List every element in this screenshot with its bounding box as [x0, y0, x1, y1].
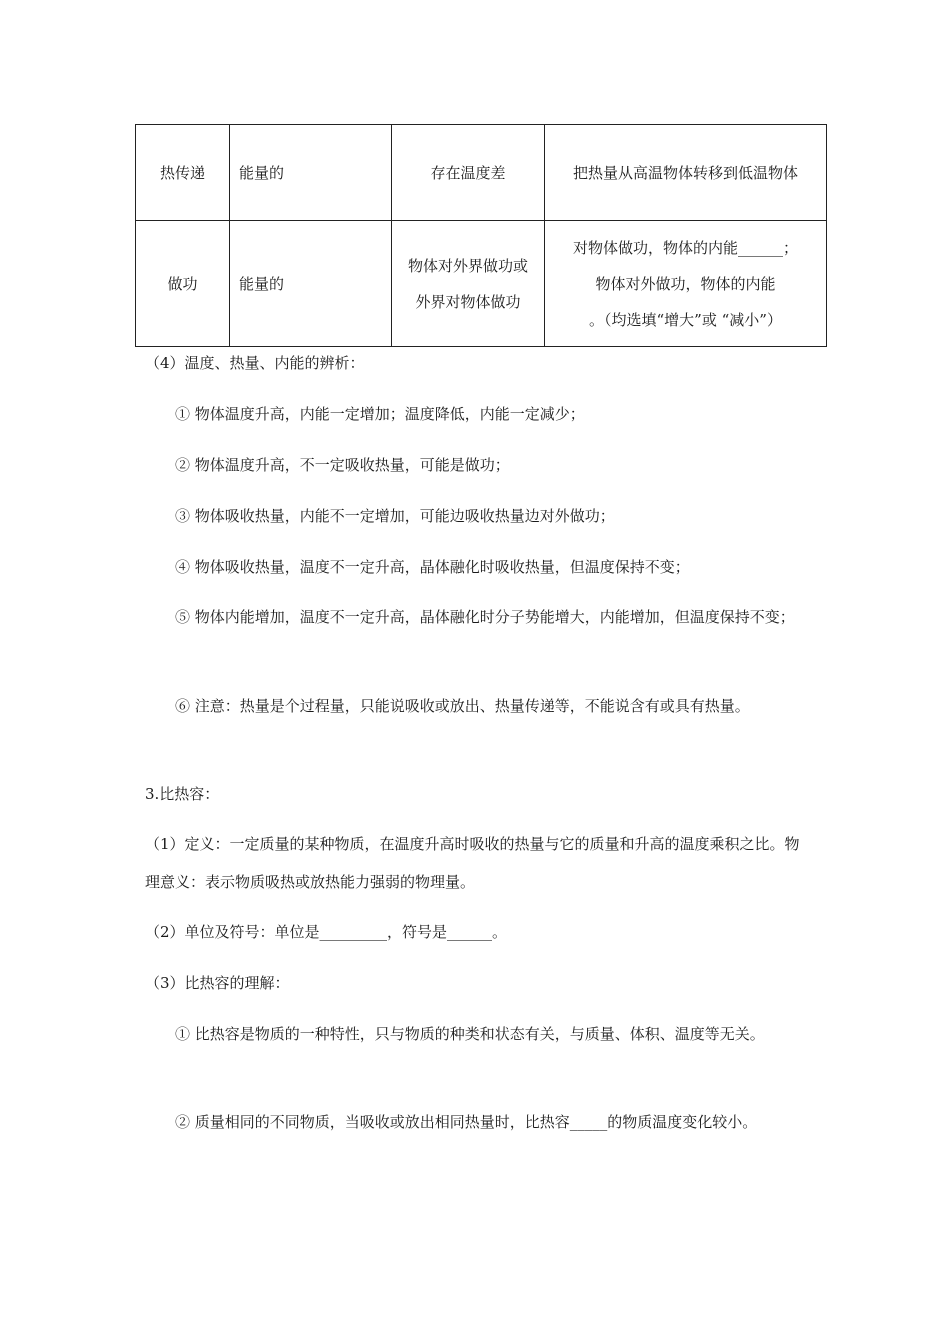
list-item: ① 物体温度升高，内能一定增加；温度降低，内能一定减少；	[175, 405, 585, 423]
list-item: ② 质量相同的不同物质，当吸收或放出相同热量时，比热容_____的物质温度变化较小。	[175, 1113, 758, 1131]
effect-line: 物体对外做功，物体的内能	[595, 274, 776, 293]
list-item: ② 物体温度升高，不一定吸收热量，可能是做功；	[175, 456, 510, 474]
effect-cell	[545, 125, 827, 221]
condition-cell	[392, 221, 545, 347]
list-item: ⑤ 物体内能增加，温度不一定升高，晶体融化时分子势能增大，内能增加，但温度保持不变；	[175, 608, 795, 626]
comparison-table	[135, 124, 827, 347]
effect-line: 对物体做功，物体的内能______；	[572, 238, 798, 257]
effect-line: 。（均选填“增大”或 “减小”）	[589, 310, 782, 329]
section-heading: （3）比热容的理解：	[145, 974, 290, 992]
table-row	[136, 125, 827, 221]
list-item: ⑥ 注意：热量是个过程量，只能说吸收或放出、热量传递等，不能说含有或具有热量。	[175, 697, 750, 715]
unit-paragraph: （2）单位及符号：单位是_________，符号是______。	[145, 923, 508, 941]
table-row	[136, 221, 827, 347]
essence-cell: 能量的	[230, 125, 392, 221]
list-item: ④ 物体吸收热量，温度不一定升高，晶体融化时吸收热量，但温度保持不变；	[175, 558, 690, 576]
condition-line: 外界对物体做功	[415, 292, 521, 311]
effect-line: 把热量从高温物体转移到低温物体	[572, 164, 798, 182]
list-item: ① 比热容是物质的一种特性，只与物质的种类和状态有关，与质量、体积、温度等无关。	[175, 1025, 765, 1043]
method-cell: 做功	[136, 221, 230, 347]
definition-paragraph: （1）定义：一定质量的某种物质，在温度升高时吸收的热量与它的质量和升高的温度乘积之比。物理意义：表示物质吸热或放热能力强弱的物理量。	[145, 835, 800, 891]
list-item: ③ 物体吸收热量，内能不一定增加，可能边吸收热量边对外做功；	[175, 507, 615, 525]
condition-line: 物体对外界做功或	[407, 256, 528, 275]
essence-cell: 能量的	[230, 221, 392, 347]
effect-cell	[545, 221, 827, 347]
condition-cell: 存在温度差	[392, 125, 545, 221]
section-heading: 3.比热容：	[145, 785, 220, 803]
section-heading: （4）温度、热量、内能的辨析：	[145, 354, 365, 372]
method-cell: 热传递	[136, 125, 230, 221]
